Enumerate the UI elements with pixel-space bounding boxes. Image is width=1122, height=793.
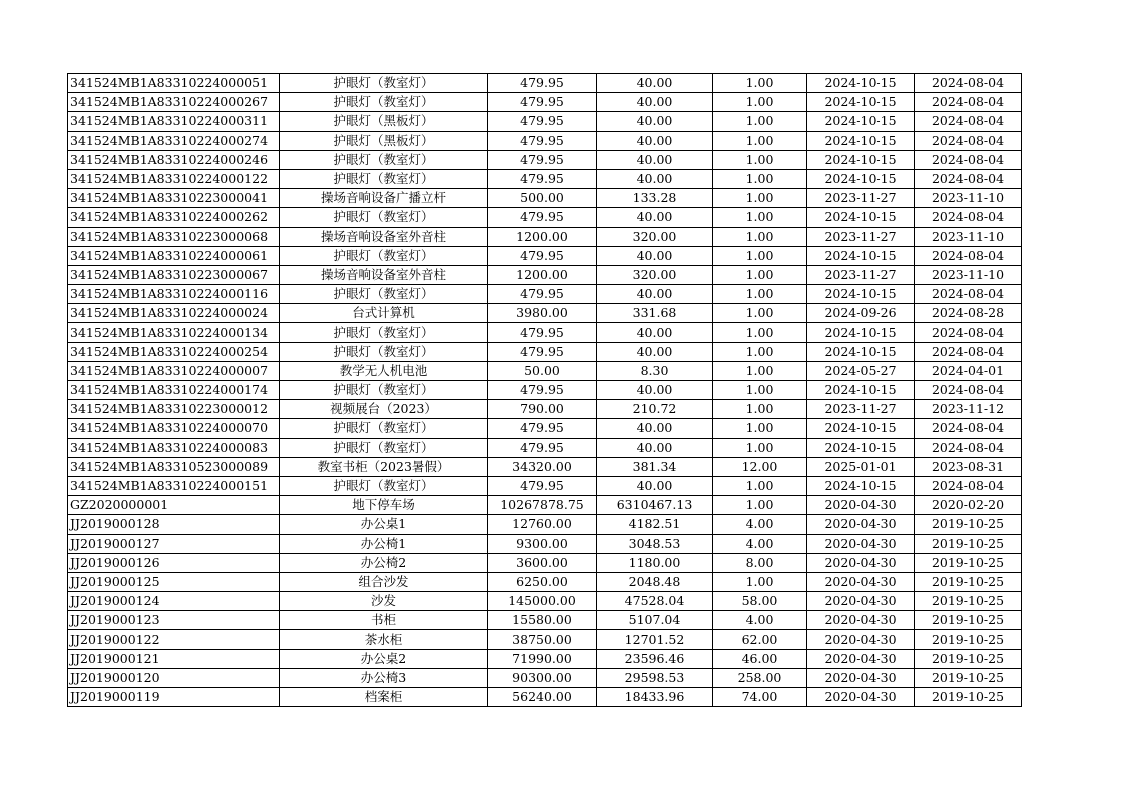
table-row bbox=[68, 323, 1022, 342]
date-cell: 2020-04-30 bbox=[807, 572, 915, 591]
original-value-cell: 479.95 bbox=[488, 438, 597, 457]
original-value-cell: 6250.00 bbox=[488, 572, 597, 591]
asset-name-cell: 护眼灯（教室灯） bbox=[280, 381, 488, 400]
asset-code-cell: JJ2019000128 bbox=[68, 515, 280, 534]
quantity-cell: 1.00 bbox=[713, 361, 807, 380]
asset-name-cell: 视频展台（2023） bbox=[280, 400, 488, 419]
original-value-cell: 15580.00 bbox=[488, 611, 597, 630]
quantity-cell: 258.00 bbox=[713, 668, 807, 687]
date-cell: 2024-05-27 bbox=[807, 361, 915, 380]
depreciation-cell: 3048.53 bbox=[597, 534, 713, 553]
asset-code-cell: 341524MB1A83310223000041 bbox=[68, 189, 280, 208]
acquired-date-cell: 2024-08-04 bbox=[915, 381, 1022, 400]
depreciation-cell: 320.00 bbox=[597, 227, 713, 246]
table-row bbox=[68, 419, 1022, 438]
date-cell: 2024-10-15 bbox=[807, 476, 915, 495]
original-value-cell: 90300.00 bbox=[488, 668, 597, 687]
depreciation-cell: 40.00 bbox=[597, 476, 713, 495]
original-value-cell: 790.00 bbox=[488, 400, 597, 419]
table-row bbox=[68, 189, 1022, 208]
table-row bbox=[68, 553, 1022, 572]
depreciation-cell: 210.72 bbox=[597, 400, 713, 419]
date-cell: 2024-10-15 bbox=[807, 74, 915, 93]
asset-name-cell: 教学无人机电池 bbox=[280, 361, 488, 380]
date-cell: 2024-10-15 bbox=[807, 323, 915, 342]
table-row bbox=[68, 93, 1022, 112]
acquired-date-cell: 2020-02-20 bbox=[915, 496, 1022, 515]
depreciation-cell: 40.00 bbox=[597, 438, 713, 457]
original-value-cell: 1200.00 bbox=[488, 227, 597, 246]
date-cell: 2020-04-30 bbox=[807, 630, 915, 649]
asset-name-cell: 台式计算机 bbox=[280, 304, 488, 323]
depreciation-cell: 8.30 bbox=[597, 361, 713, 380]
quantity-cell: 58.00 bbox=[713, 592, 807, 611]
asset-name-cell: 办公椅2 bbox=[280, 553, 488, 572]
acquired-date-cell: 2024-08-04 bbox=[915, 93, 1022, 112]
asset-name-cell: 护眼灯（黑板灯） bbox=[280, 131, 488, 150]
asset-name-cell: 办公椅1 bbox=[280, 534, 488, 553]
depreciation-cell: 381.34 bbox=[597, 457, 713, 476]
asset-code-cell: 341524MB1A83310223000067 bbox=[68, 265, 280, 284]
asset-code-cell: 341524MB1A83310224000024 bbox=[68, 304, 280, 323]
original-value-cell: 9300.00 bbox=[488, 534, 597, 553]
asset-code-cell: 341524MB1A83310224000174 bbox=[68, 381, 280, 400]
acquired-date-cell: 2019-10-25 bbox=[915, 611, 1022, 630]
acquired-date-cell: 2023-11-10 bbox=[915, 227, 1022, 246]
asset-name-cell: 办公桌1 bbox=[280, 515, 488, 534]
quantity-cell: 8.00 bbox=[713, 553, 807, 572]
date-cell: 2024-10-15 bbox=[807, 131, 915, 150]
table-row bbox=[68, 496, 1022, 515]
depreciation-cell: 40.00 bbox=[597, 93, 713, 112]
table-row bbox=[68, 668, 1022, 687]
acquired-date-cell: 2024-08-04 bbox=[915, 342, 1022, 361]
quantity-cell: 4.00 bbox=[713, 611, 807, 630]
original-value-cell: 38750.00 bbox=[488, 630, 597, 649]
depreciation-cell: 40.00 bbox=[597, 112, 713, 131]
depreciation-cell: 29598.53 bbox=[597, 668, 713, 687]
quantity-cell: 1.00 bbox=[713, 400, 807, 419]
asset-code-cell: 341524MB1A83310224000262 bbox=[68, 208, 280, 227]
acquired-date-cell: 2024-08-04 bbox=[915, 150, 1022, 169]
acquired-date-cell: 2023-11-10 bbox=[915, 265, 1022, 284]
original-value-cell: 3980.00 bbox=[488, 304, 597, 323]
table-row bbox=[68, 169, 1022, 188]
acquired-date-cell: 2024-08-04 bbox=[915, 438, 1022, 457]
original-value-cell: 56240.00 bbox=[488, 688, 597, 707]
date-cell: 2020-04-30 bbox=[807, 611, 915, 630]
original-value-cell: 479.95 bbox=[488, 476, 597, 495]
asset-name-cell: 护眼灯（教室灯） bbox=[280, 74, 488, 93]
asset-code-cell: 341524MB1A83310224000311 bbox=[68, 112, 280, 131]
table-row bbox=[68, 572, 1022, 591]
date-cell: 2024-10-15 bbox=[807, 169, 915, 188]
depreciation-cell: 40.00 bbox=[597, 285, 713, 304]
asset-code-cell: 341524MB1A83310224000134 bbox=[68, 323, 280, 342]
asset-table-body bbox=[68, 74, 1022, 707]
table-row bbox=[68, 304, 1022, 323]
date-cell: 2020-04-30 bbox=[807, 534, 915, 553]
acquired-date-cell: 2024-08-04 bbox=[915, 419, 1022, 438]
original-value-cell: 145000.00 bbox=[488, 592, 597, 611]
asset-name-cell: 沙发 bbox=[280, 592, 488, 611]
original-value-cell: 12760.00 bbox=[488, 515, 597, 534]
asset-code-cell: 341524MB1A83310224000267 bbox=[68, 93, 280, 112]
acquired-date-cell: 2024-08-28 bbox=[915, 304, 1022, 323]
original-value-cell: 479.95 bbox=[488, 74, 597, 93]
acquired-date-cell: 2023-08-31 bbox=[915, 457, 1022, 476]
original-value-cell: 479.95 bbox=[488, 150, 597, 169]
acquired-date-cell: 2024-08-04 bbox=[915, 131, 1022, 150]
date-cell: 2020-04-30 bbox=[807, 688, 915, 707]
acquired-date-cell: 2024-04-01 bbox=[915, 361, 1022, 380]
table-row bbox=[68, 611, 1022, 630]
quantity-cell: 4.00 bbox=[713, 534, 807, 553]
original-value-cell: 479.95 bbox=[488, 285, 597, 304]
date-cell: 2023-11-27 bbox=[807, 400, 915, 419]
acquired-date-cell: 2019-10-25 bbox=[915, 630, 1022, 649]
acquired-date-cell: 2024-08-04 bbox=[915, 169, 1022, 188]
depreciation-cell: 6310467.13 bbox=[597, 496, 713, 515]
quantity-cell: 1.00 bbox=[713, 208, 807, 227]
acquired-date-cell: 2024-08-04 bbox=[915, 285, 1022, 304]
acquired-date-cell: 2019-10-25 bbox=[915, 553, 1022, 572]
table-row bbox=[68, 400, 1022, 419]
asset-code-cell: 341524MB1A83310224000070 bbox=[68, 419, 280, 438]
table-row bbox=[68, 688, 1022, 707]
asset-name-cell: 护眼灯（教室灯） bbox=[280, 208, 488, 227]
depreciation-cell: 40.00 bbox=[597, 150, 713, 169]
date-cell: 2025-01-01 bbox=[807, 457, 915, 476]
original-value-cell: 50.00 bbox=[488, 361, 597, 380]
depreciation-cell: 40.00 bbox=[597, 323, 713, 342]
asset-code-cell: JJ2019000127 bbox=[68, 534, 280, 553]
quantity-cell: 1.00 bbox=[713, 476, 807, 495]
asset-name-cell: 教室书柜（2023暑假） bbox=[280, 457, 488, 476]
date-cell: 2024-10-15 bbox=[807, 246, 915, 265]
quantity-cell: 1.00 bbox=[713, 150, 807, 169]
depreciation-cell: 133.28 bbox=[597, 189, 713, 208]
depreciation-cell: 2048.48 bbox=[597, 572, 713, 591]
asset-name-cell: 办公桌2 bbox=[280, 649, 488, 668]
depreciation-cell: 40.00 bbox=[597, 342, 713, 361]
depreciation-cell: 18433.96 bbox=[597, 688, 713, 707]
date-cell: 2024-10-15 bbox=[807, 342, 915, 361]
date-cell: 2024-10-15 bbox=[807, 150, 915, 169]
asset-name-cell: 护眼灯（教室灯） bbox=[280, 419, 488, 438]
quantity-cell: 1.00 bbox=[713, 342, 807, 361]
date-cell: 2024-10-15 bbox=[807, 93, 915, 112]
date-cell: 2024-10-15 bbox=[807, 438, 915, 457]
quantity-cell: 1.00 bbox=[713, 112, 807, 131]
asset-name-cell: 护眼灯（教室灯） bbox=[280, 246, 488, 265]
asset-code-cell: 341524MB1A83310224000116 bbox=[68, 285, 280, 304]
table-row bbox=[68, 457, 1022, 476]
date-cell: 2020-04-30 bbox=[807, 668, 915, 687]
depreciation-cell: 40.00 bbox=[597, 381, 713, 400]
table-row bbox=[68, 112, 1022, 131]
acquired-date-cell: 2024-08-04 bbox=[915, 208, 1022, 227]
quantity-cell: 1.00 bbox=[713, 265, 807, 284]
asset-name-cell: 护眼灯（教室灯） bbox=[280, 93, 488, 112]
original-value-cell: 1200.00 bbox=[488, 265, 597, 284]
depreciation-cell: 12701.52 bbox=[597, 630, 713, 649]
acquired-date-cell: 2023-11-10 bbox=[915, 189, 1022, 208]
asset-name-cell: 操场音响设备室外音柱 bbox=[280, 265, 488, 284]
original-value-cell: 479.95 bbox=[488, 169, 597, 188]
depreciation-cell: 40.00 bbox=[597, 208, 713, 227]
asset-name-cell: 档案柜 bbox=[280, 688, 488, 707]
quantity-cell: 1.00 bbox=[713, 323, 807, 342]
asset-code-cell: JJ2019000119 bbox=[68, 688, 280, 707]
asset-code-cell: JJ2019000124 bbox=[68, 592, 280, 611]
asset-name-cell: 护眼灯（教室灯） bbox=[280, 150, 488, 169]
table-row bbox=[68, 246, 1022, 265]
quantity-cell: 62.00 bbox=[713, 630, 807, 649]
asset-name-cell: 护眼灯（教室灯） bbox=[280, 323, 488, 342]
acquired-date-cell: 2019-10-25 bbox=[915, 534, 1022, 553]
asset-name-cell: 操场音响设备广播立杆 bbox=[280, 189, 488, 208]
original-value-cell: 479.95 bbox=[488, 246, 597, 265]
quantity-cell: 4.00 bbox=[713, 515, 807, 534]
table-row bbox=[68, 534, 1022, 553]
asset-code-cell: 341524MB1A83310523000089 bbox=[68, 457, 280, 476]
asset-code-cell: 341524MB1A83310224000246 bbox=[68, 150, 280, 169]
table-row bbox=[68, 227, 1022, 246]
date-cell: 2023-11-27 bbox=[807, 227, 915, 246]
asset-code-cell: JJ2019000121 bbox=[68, 649, 280, 668]
original-value-cell: 479.95 bbox=[488, 323, 597, 342]
asset-code-cell: JJ2019000125 bbox=[68, 572, 280, 591]
quantity-cell: 1.00 bbox=[713, 304, 807, 323]
date-cell: 2024-10-15 bbox=[807, 285, 915, 304]
depreciation-cell: 40.00 bbox=[597, 246, 713, 265]
asset-code-cell: JJ2019000123 bbox=[68, 611, 280, 630]
asset-name-cell: 护眼灯（教室灯） bbox=[280, 476, 488, 495]
table-row bbox=[68, 150, 1022, 169]
original-value-cell: 479.95 bbox=[488, 112, 597, 131]
acquired-date-cell: 2019-10-25 bbox=[915, 649, 1022, 668]
depreciation-cell: 40.00 bbox=[597, 169, 713, 188]
table-row bbox=[68, 265, 1022, 284]
original-value-cell: 479.95 bbox=[488, 131, 597, 150]
quantity-cell: 1.00 bbox=[713, 246, 807, 265]
date-cell: 2020-04-30 bbox=[807, 515, 915, 534]
acquired-date-cell: 2024-08-04 bbox=[915, 476, 1022, 495]
asset-code-cell: JJ2019000120 bbox=[68, 668, 280, 687]
table-row bbox=[68, 74, 1022, 93]
acquired-date-cell: 2019-10-25 bbox=[915, 572, 1022, 591]
quantity-cell: 1.00 bbox=[713, 419, 807, 438]
asset-code-cell: 341524MB1A83310224000061 bbox=[68, 246, 280, 265]
table-row bbox=[68, 630, 1022, 649]
depreciation-cell: 320.00 bbox=[597, 265, 713, 284]
quantity-cell: 1.00 bbox=[713, 169, 807, 188]
acquired-date-cell: 2019-10-25 bbox=[915, 515, 1022, 534]
date-cell: 2023-11-27 bbox=[807, 265, 915, 284]
asset-name-cell: 护眼灯（教室灯） bbox=[280, 342, 488, 361]
quantity-cell: 1.00 bbox=[713, 131, 807, 150]
acquired-date-cell: 2019-10-25 bbox=[915, 592, 1022, 611]
quantity-cell: 1.00 bbox=[713, 189, 807, 208]
acquired-date-cell: 2023-11-12 bbox=[915, 400, 1022, 419]
quantity-cell: 12.00 bbox=[713, 457, 807, 476]
date-cell: 2020-04-30 bbox=[807, 649, 915, 668]
date-cell: 2024-10-15 bbox=[807, 381, 915, 400]
asset-code-cell: 341524MB1A83310223000012 bbox=[68, 400, 280, 419]
asset-name-cell: 护眼灯（教室灯） bbox=[280, 285, 488, 304]
depreciation-cell: 40.00 bbox=[597, 419, 713, 438]
asset-code-cell: 341524MB1A83310224000122 bbox=[68, 169, 280, 188]
date-cell: 2020-04-30 bbox=[807, 553, 915, 572]
table-row bbox=[68, 649, 1022, 668]
date-cell: 2024-10-15 bbox=[807, 112, 915, 131]
date-cell: 2024-10-15 bbox=[807, 208, 915, 227]
date-cell: 2020-04-30 bbox=[807, 496, 915, 515]
depreciation-cell: 1180.00 bbox=[597, 553, 713, 572]
original-value-cell: 34320.00 bbox=[488, 457, 597, 476]
asset-code-cell: JJ2019000126 bbox=[68, 553, 280, 572]
asset-name-cell: 护眼灯（教室灯） bbox=[280, 438, 488, 457]
asset-code-cell: 341524MB1A83310224000274 bbox=[68, 131, 280, 150]
table-row bbox=[68, 342, 1022, 361]
quantity-cell: 1.00 bbox=[713, 572, 807, 591]
original-value-cell: 10267878.75 bbox=[488, 496, 597, 515]
asset-name-cell: 书柜 bbox=[280, 611, 488, 630]
depreciation-cell: 4182.51 bbox=[597, 515, 713, 534]
depreciation-cell: 40.00 bbox=[597, 74, 713, 93]
original-value-cell: 479.95 bbox=[488, 342, 597, 361]
table-row bbox=[68, 381, 1022, 400]
original-value-cell: 71990.00 bbox=[488, 649, 597, 668]
asset-name-cell: 茶水柜 bbox=[280, 630, 488, 649]
date-cell: 2024-09-26 bbox=[807, 304, 915, 323]
asset-name-cell: 办公椅3 bbox=[280, 668, 488, 687]
acquired-date-cell: 2019-10-25 bbox=[915, 688, 1022, 707]
original-value-cell: 479.95 bbox=[488, 419, 597, 438]
table-row bbox=[68, 285, 1022, 304]
quantity-cell: 1.00 bbox=[713, 285, 807, 304]
date-cell: 2023-11-27 bbox=[807, 189, 915, 208]
quantity-cell: 1.00 bbox=[713, 438, 807, 457]
depreciation-cell: 331.68 bbox=[597, 304, 713, 323]
quantity-cell: 74.00 bbox=[713, 688, 807, 707]
original-value-cell: 479.95 bbox=[488, 381, 597, 400]
depreciation-cell: 5107.04 bbox=[597, 611, 713, 630]
asset-name-cell: 地下停车场 bbox=[280, 496, 488, 515]
acquired-date-cell: 2024-08-04 bbox=[915, 323, 1022, 342]
asset-name-cell: 操场音响设备室外音柱 bbox=[280, 227, 488, 246]
quantity-cell: 1.00 bbox=[713, 381, 807, 400]
quantity-cell: 1.00 bbox=[713, 227, 807, 246]
asset-table bbox=[67, 73, 1022, 707]
asset-code-cell: GZ2020000001 bbox=[68, 496, 280, 515]
asset-name-cell: 护眼灯（黑板灯） bbox=[280, 112, 488, 131]
asset-code-cell: 341524MB1A83310224000051 bbox=[68, 74, 280, 93]
depreciation-cell: 23596.46 bbox=[597, 649, 713, 668]
table-row bbox=[68, 208, 1022, 227]
original-value-cell: 479.95 bbox=[488, 93, 597, 112]
table-row bbox=[68, 438, 1022, 457]
asset-name-cell: 护眼灯（教室灯） bbox=[280, 169, 488, 188]
asset-code-cell: 341524MB1A83310224000254 bbox=[68, 342, 280, 361]
acquired-date-cell: 2024-08-04 bbox=[915, 112, 1022, 131]
table-row bbox=[68, 476, 1022, 495]
acquired-date-cell: 2019-10-25 bbox=[915, 668, 1022, 687]
asset-code-cell: 341524MB1A83310224000151 bbox=[68, 476, 280, 495]
table-row bbox=[68, 515, 1022, 534]
acquired-date-cell: 2024-08-04 bbox=[915, 246, 1022, 265]
table-row bbox=[68, 361, 1022, 380]
table-row bbox=[68, 131, 1022, 150]
original-value-cell: 479.95 bbox=[488, 208, 597, 227]
acquired-date-cell: 2024-08-04 bbox=[915, 74, 1022, 93]
depreciation-cell: 40.00 bbox=[597, 131, 713, 150]
original-value-cell: 3600.00 bbox=[488, 553, 597, 572]
quantity-cell: 1.00 bbox=[713, 496, 807, 515]
table-row bbox=[68, 592, 1022, 611]
asset-code-cell: 341524MB1A83310223000068 bbox=[68, 227, 280, 246]
quantity-cell: 1.00 bbox=[713, 93, 807, 112]
asset-code-cell: JJ2019000122 bbox=[68, 630, 280, 649]
date-cell: 2024-10-15 bbox=[807, 419, 915, 438]
asset-name-cell: 组合沙发 bbox=[280, 572, 488, 591]
asset-code-cell: 341524MB1A83310224000007 bbox=[68, 361, 280, 380]
quantity-cell: 46.00 bbox=[713, 649, 807, 668]
quantity-cell: 1.00 bbox=[713, 74, 807, 93]
date-cell: 2020-04-30 bbox=[807, 592, 915, 611]
depreciation-cell: 47528.04 bbox=[597, 592, 713, 611]
original-value-cell: 500.00 bbox=[488, 189, 597, 208]
asset-code-cell: 341524MB1A83310224000083 bbox=[68, 438, 280, 457]
